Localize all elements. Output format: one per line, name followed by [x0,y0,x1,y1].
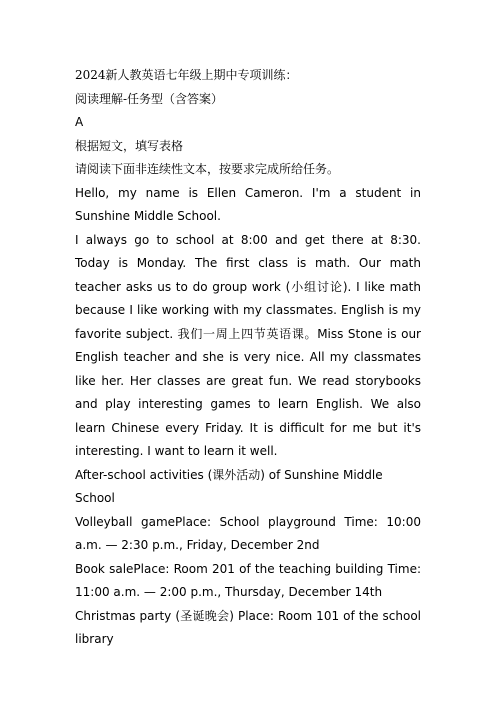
activity-book-sale: Book salePlace: Room 201 of the teaching building Time: 11:00 a.m. — 2:00 p.m., Thursday, December 14th [75,561,421,599]
document-body [75,64,421,652]
paragraph-intro: Hello, my name is Ellen Cameron. I'm a student in Sunshine Middle School. [75,185,421,223]
document-title-line-1: 2024新人教英语七年级上期中专项训练： [75,68,298,82]
activity-volleyball: Volleyball gamePlace: School playground Time: 10:00 a.m. — 2:30 p.m., Friday, December 2nd [75,514,421,552]
activity-christmas-party: Christmas party (圣诞晚会) Place: Room 101 of the school library [75,608,421,646]
activities-heading: After-school activities (课外活动) of Sunshine Middle School [75,467,383,505]
instruction-2: 请阅读下面非连续性文本，按要求完成所给任务。 [75,162,340,176]
paragraph-school-day: I always go to school at 8:00 and get there at 8:30. Today is Monday. The first class is math. Our math teacher asks us to do group work (小组讨论). I like math because I like working with my classmates. English is my favorite subject. 我们一周上四节英语课。Miss Stone is our English teacher and she is very nice. All my classmates like her. Her classes are great fun. We read storybooks and play interesting games to learn English. We also learn Chinese every Friday. It is difficult for me but it's interesting. I want to learn it well. [75,232,421,458]
instruction-1: 根据短文，填写表格 [75,138,184,153]
section-label: A [75,115,84,129]
document-title-line-2: 阅读理解-任务型（含答案） [75,91,224,106]
